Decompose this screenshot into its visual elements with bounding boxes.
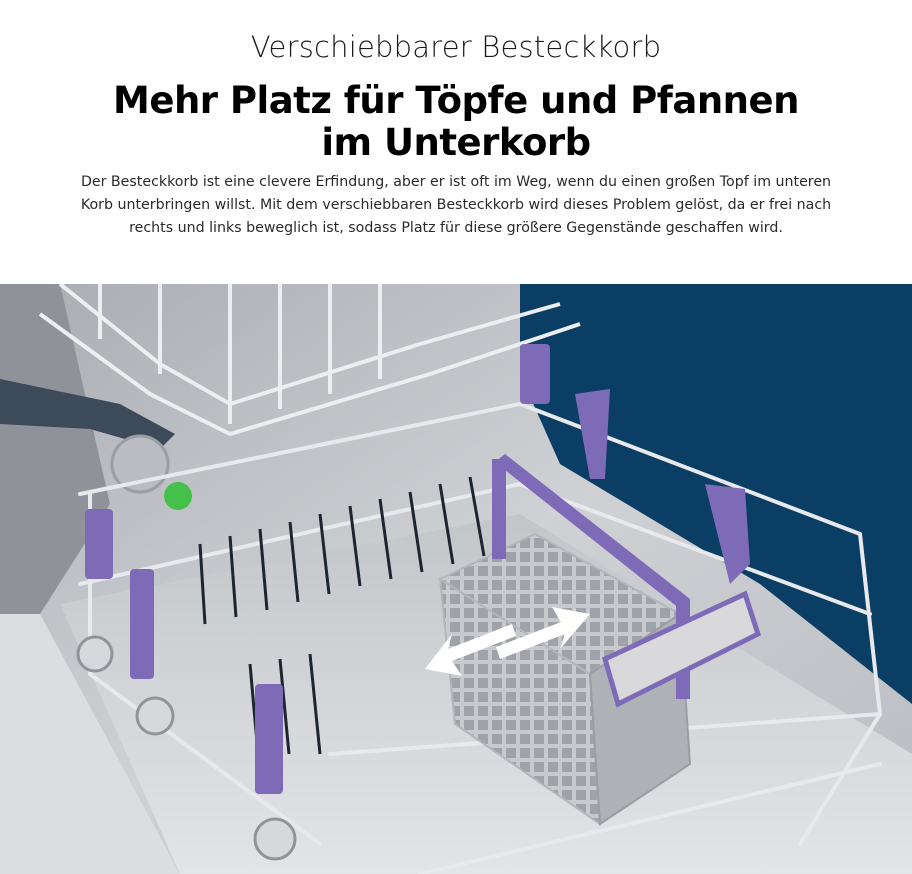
headline [60,80,852,164]
description: Der Besteckkorb ist eine clevere Erfindung, aber er ist oft im Weg, wenn du einen großen Topf im unteren Korb unterbringen willst. Mit dem verschiebbaren Besteckkorb wird dieses Problem gelöst, da er frei nach rechts und links beweglich ist, sodass Platz für diese größere Gegenstände geschaffen wird. [80,174,832,236]
basket-drawing [0,284,912,874]
headline-line-1: Mehr Platz für Töpfe und Pfannen [113,79,799,122]
dishwasher-illustration [0,284,912,874]
green-filter [164,482,192,510]
subtitle: Verschiebbarer Besteckkorb [250,30,662,64]
headline-line-2: im Unterkorb [321,121,591,164]
header-section [0,0,912,284]
